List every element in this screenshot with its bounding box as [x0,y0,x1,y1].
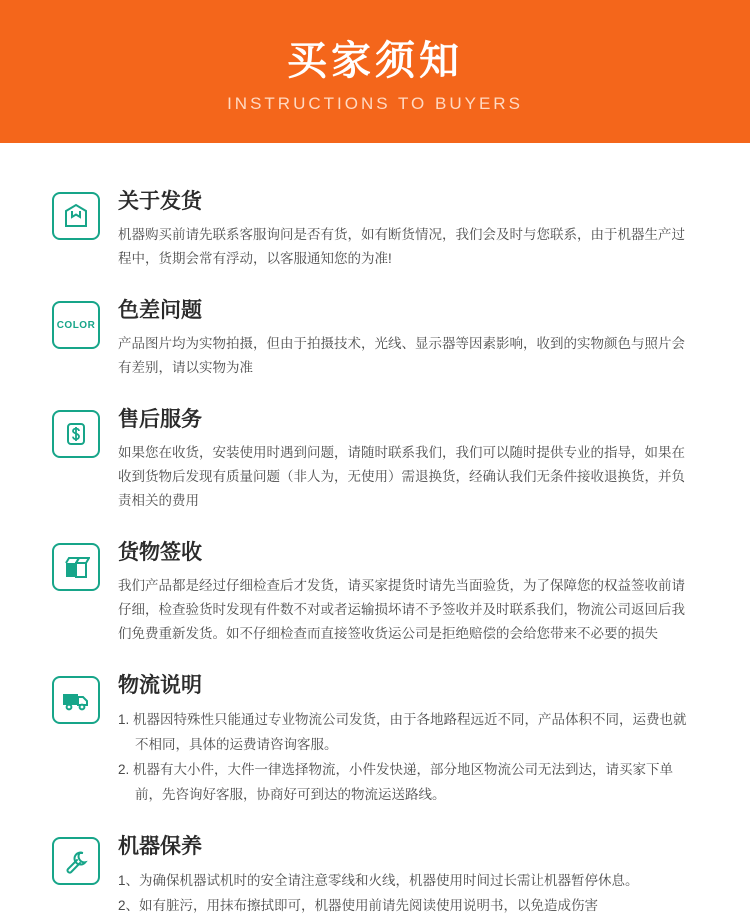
wrench-icon [52,837,100,885]
section-title: 物流说明 [118,674,202,697]
section-text: 产品图片均为实物拍摄，但由于拍摄技术，光线、显示器等因素影响，收到的实物颜色与照片会有差别，请以实物为准 [118,336,685,375]
section-title: 关于发货 [118,190,202,213]
page-title: 买家须知 [287,38,463,83]
section-shipping [52,188,698,271]
open-carton-icon [52,543,100,591]
section-body [118,833,698,918]
package-box-icon [52,192,100,240]
section-logistics [52,672,698,807]
list-item: 1. 机器因特殊性只能通过专业物流公司发货，由于各地路程远近不同，产品体积不同，运费也就不相同，具体的运费请咨询客服。 [118,712,687,752]
section-body [118,539,698,646]
section-title: 色差问题 [118,299,202,322]
section-title: 售后服务 [118,408,202,431]
page-subtitle: INSTRUCTIONS TO BUYERS [227,93,523,113]
section-body [118,297,698,380]
section-list [118,707,698,807]
instructions-content [0,143,750,918]
color-swatch-label: COLOR [56,319,96,331]
section-after-sales [52,406,698,513]
section-list [118,868,698,918]
delivery-truck-icon [52,676,100,724]
section-color-difference [52,297,698,380]
list-item: 2. 机器有大小件，大件一律选择物流，小件发快递，部分地区物流公司无法到达，请买家下单前，先咨询好客服，协商好可到达的物流运送路线。 [118,762,674,802]
page-header [0,0,750,143]
section-goods-receipt [52,539,698,646]
section-body [118,406,698,513]
color-swatch-icon [52,301,100,349]
section-title: 货物签收 [118,541,202,564]
section-text: 如果您在收货，安装使用时遇到问题，请随时联系我们，我们可以随时提供专业的指导，如果在收到货物后发现有质量问题（非人为，无使用）需退换货，经确认我们无条件接收退换货，并负责相关的费用 [118,445,685,508]
section-body [118,188,698,271]
list-item: 2、如有脏污，用抹布擦拭即可，机器使用前请先阅读使用说明书，以免造成伤害 [118,898,599,913]
section-text: 我们产品都是经过仔细检查后才发货，请买家提货时请先当面验货，为了保障您的权益签收前请仔细，检查验货时发现有件数不对或者运输损坏请不予签收并及时联系我们，物流公司返回后我们免费重新发货。如不仔细检查而直接签收货运公司是拒绝赔偿的会给您带来不必要的损失 [118,578,685,641]
dollar-tag-icon [52,410,100,458]
list-item: 1、为确保机器试机时的安全请注意零线和火线，机器使用时间过长需让机器暂停休息。 [118,873,639,888]
section-text: 机器购买前请先联系客服询问是否有货，如有断货情况，我们会及时与您联系，由于机器生产过程中，货期会常有浮动，以客服通知您的为准! [118,227,685,266]
section-body [118,672,698,807]
section-title: 机器保养 [118,835,202,858]
section-maintenance [52,833,698,918]
